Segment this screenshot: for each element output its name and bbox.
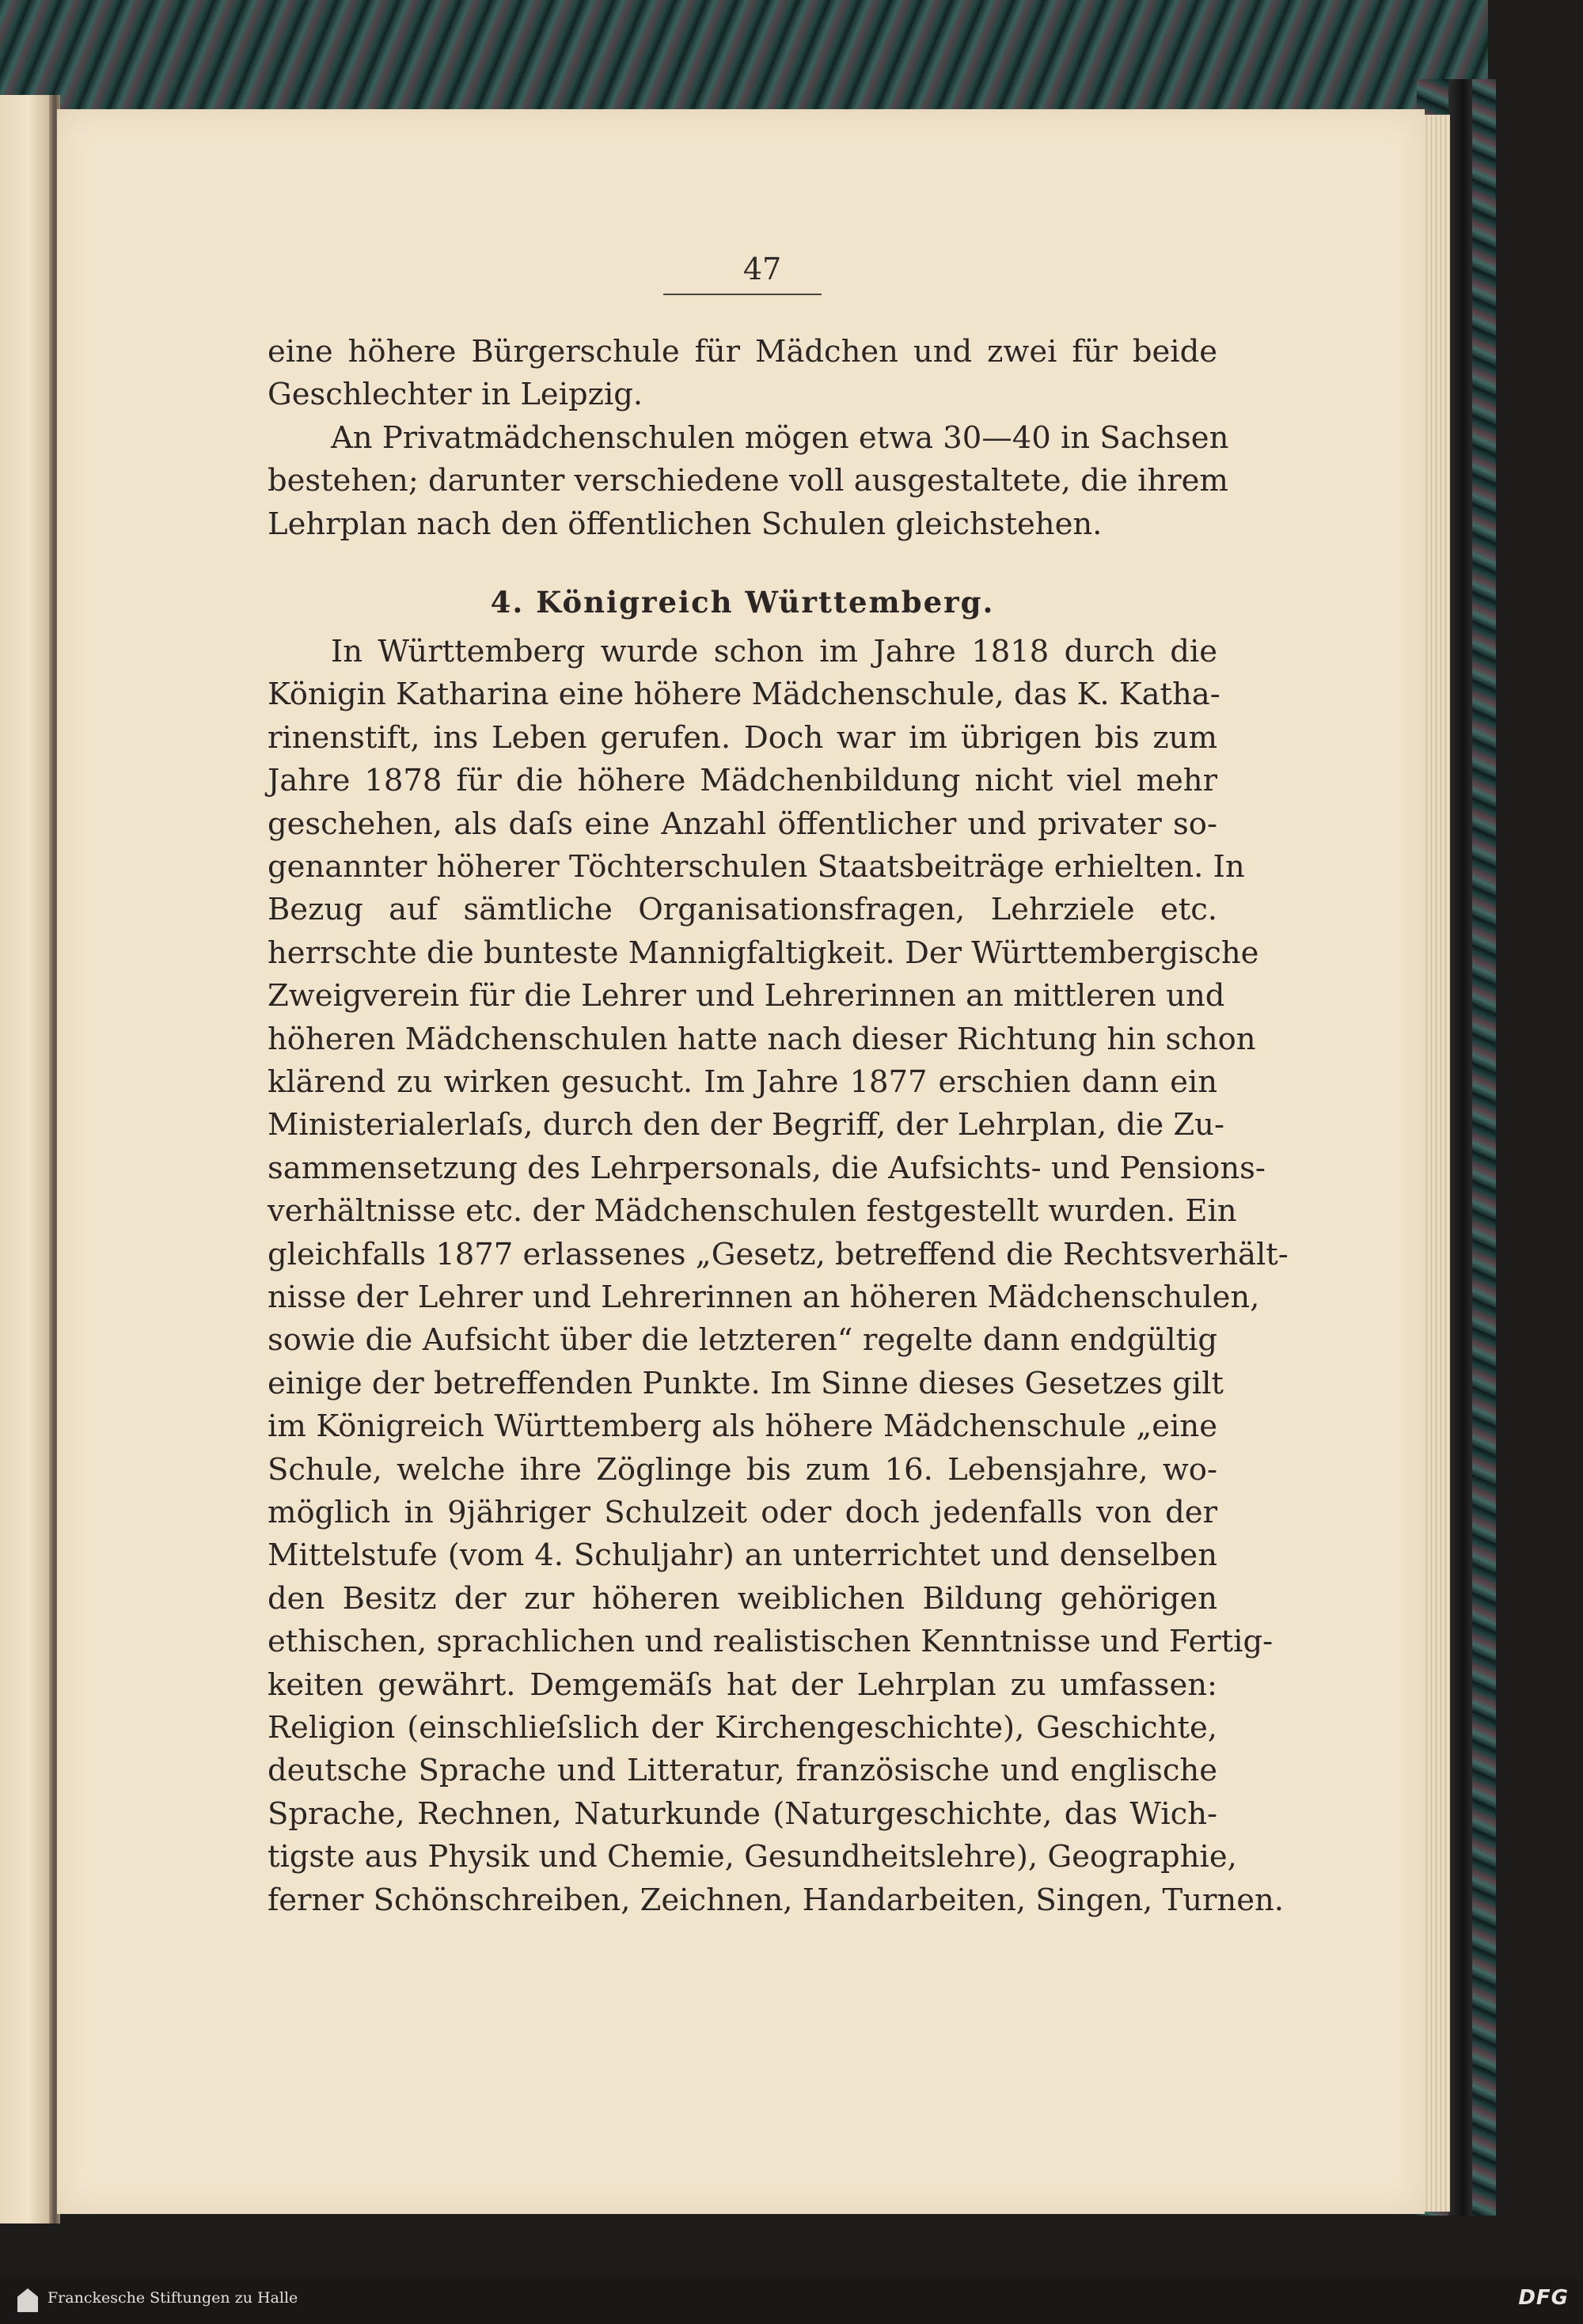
text-line: herrschte die bunteste Mannigfaltigkeit. Der Württembergische xyxy=(268,935,1259,971)
text-line: möglich in 9jähriger Schulzeit oder doch jedenfalls von der xyxy=(268,1495,1217,1530)
text-line: einige der betreffenden Punkte. Im Sinne dieses Gesetzes gilt xyxy=(268,1365,1224,1401)
text-line: keiten gewährt. Demgemäſs hat der Lehrplan zu umfassen: xyxy=(268,1666,1217,1703)
text-line: klärend zu wirken gesucht. Im Jahre 1877 erschien dann ein xyxy=(268,1064,1217,1100)
text-line: Zweigverein für die Lehrer und Lehrerinnen an mittleren und xyxy=(268,978,1225,1014)
text-line: Schule, welche ihre Zöglinge bis zum 16. Lebensjahre, wo- xyxy=(268,1451,1217,1488)
footer-institution: Franckesche Stiftungen zu Halle xyxy=(47,2289,298,2307)
footer-funder-logo: DFG xyxy=(1518,2286,1569,2310)
text-line: im Königreich Württemberg als höhere Mädchenschule „eine xyxy=(268,1408,1217,1445)
text-line: genannter höherer Töchterschulen Staatsbeiträge erhielten. In xyxy=(268,849,1245,885)
board-edge xyxy=(1448,79,1472,2216)
text-line: rinenstift, ins Leben gerufen. Doch war im übrigen bis zum xyxy=(268,719,1217,756)
text-line: sammensetzung des Lehrpersonals, die Aufsichts- und Pensions- xyxy=(268,1150,1266,1186)
text-line: Königin Katharina eine höhere Mädchenschule, das K. Katha- xyxy=(268,677,1220,713)
text-line: Religion (einschlieſslich der Kirchengeschichte), Geschichte, xyxy=(268,1710,1217,1746)
text-line: In Württemberg wurde schon im Jahre 1818 durch die xyxy=(331,634,1217,669)
marbled-board-top xyxy=(0,0,1488,127)
text-line: höheren Mädchenschulen hatte nach dieser Richtung hin schon xyxy=(268,1021,1256,1057)
text-line: bestehen; darunter verschiedene voll ausgestaltete, die ihrem xyxy=(268,463,1228,499)
text-line: nisse der Lehrer und Lehrerinnen an höheren Mädchenschulen, xyxy=(268,1280,1260,1315)
text-line: eine höhere Bürgerschule für Mädchen und zwei für beide xyxy=(268,334,1217,370)
text-line: An Privatmädchenschulen mögen etwa 30—40 in Sachsen xyxy=(331,420,1229,456)
left-page-edge xyxy=(0,95,52,2224)
text-line: ethischen, sprachlichen und realistischen Kenntnisse und Fertig- xyxy=(268,1624,1274,1660)
text-line: deutsche Sprache und Litteratur, französische und englische xyxy=(268,1753,1217,1789)
text-line: tigste aus Physik und Chemie, Gesundheitslehre), Geographie, xyxy=(268,1839,1237,1875)
page-number-rule xyxy=(663,294,822,295)
text-line: Bezug auf sämtliche Organisationsfragen, Lehrziele etc. xyxy=(268,892,1217,928)
text-line: Lehrplan nach den öffentlichen Schulen gleichstehen. xyxy=(268,506,1103,542)
section-heading: 4. Königreich Württemberg. xyxy=(490,585,995,620)
text-line: Mittelstufe (vom 4. Schuljahr) an unterrichtet und denselben xyxy=(268,1537,1217,1574)
text-line: geschehen, als daſs eine Anzahl öffentlicher und privater so- xyxy=(268,806,1217,842)
text-line: den Besitz der zur höheren weiblichen Bildung gehörigen xyxy=(268,1580,1217,1617)
text-line: sowie die Aufsicht über die letzteren“ regelte dann endgültig xyxy=(268,1322,1217,1359)
page-number: 47 xyxy=(742,252,782,286)
text-line: Geschlechter in Leipzig. xyxy=(268,377,643,413)
text-line: Jahre 1878 für die höhere Mädchenbildung nicht viel mehr xyxy=(268,763,1217,799)
text-line: verhältnisse etc. der Mädchenschulen festgestellt wurden. Ein xyxy=(268,1193,1237,1230)
text-line: Sprache, Rechnen, Naturkunde (Naturgeschichte, das Wich- xyxy=(268,1795,1217,1832)
text-line: gleichfalls 1877 erlassenes „Gesetz, betreffend die Rechtsverhält- xyxy=(268,1236,1289,1272)
text-line: Ministerialerlaſs, durch den der Begriff, der Lehrplan, die Zu- xyxy=(268,1107,1224,1143)
text-line: ferner Schönschreiben, Zeichnen, Handarbeiten, Singen, Turnen. xyxy=(268,1882,1285,1918)
page-stack-edge xyxy=(1423,115,1450,2212)
